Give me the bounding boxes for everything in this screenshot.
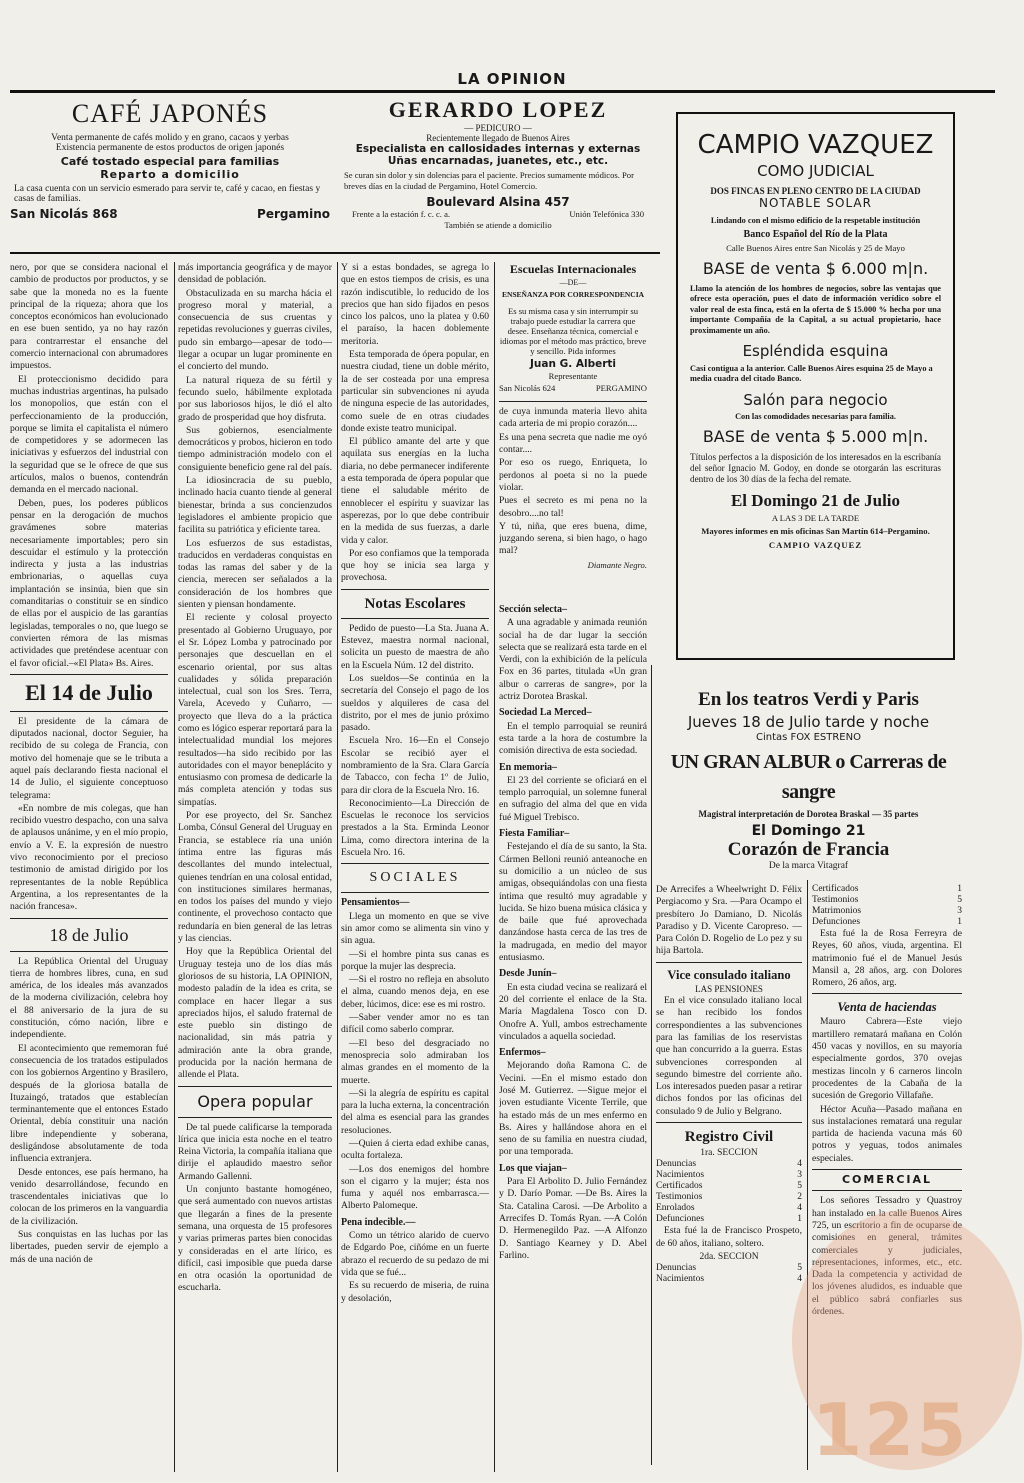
note-body-5: Mejorando doña Ramona C. de Vecini. —En el mismo estado don José M. Gutierrez. —Sigue mejor el joven estudiante Vicente Terrile, que ha estado más de un mes enfermo en Bs. Aires y hallándose ahora en el seno de su familia en nuestra ciudad, por una temporada. <box>499 1060 647 1158</box>
col3-poem-4: —El beso del desgraciado no menosprecia solo admiraban los almas grandes en el momento de la muerte. <box>341 1037 489 1086</box>
note-title-3: Fiesta Familiar– <box>499 828 570 840</box>
col5-vice-body: En el vice consulado italiano local se han recibido los fondos correspondientes a las subvenciones para las familias de los reservistas que han concurrido a la guerra. Estas subvenciones corresponden al segundo bimestre del corriente año. Los interesados pueden pasar a retirar dichos fondos por las oficinas del consulado 9 de Julio y Belgrano. <box>656 995 802 1117</box>
campio-base2: BASE de venta $ 5.000 m|n. <box>702 426 929 446</box>
column-1 <box>10 262 168 1472</box>
escuelas-addr: San Nicolás 624 <box>499 383 556 394</box>
escuelas-de: —DE— <box>559 278 587 287</box>
col2-p6: El reciente y colosal proyecto presentado al Gobierno Uruguayo, por el Sr. López Lomba y patrocinado por personajes que descuellan en el escenario oriental, por sus altas cualidades y sólida preparación intelectual, cual son los Sres. Terra, Varela, Acevedo y Cuñarro, — proyecto que lleva do a la práctica como es lógico esperar reportará para la intelectualidad mundial los mejores resultados—ha sido recibido por las autoridades con el mayor beneplácito y entusiasmo con promesa de dedicarle la más completa atención y todas sus simpatías. <box>178 612 332 808</box>
campio-vazquez-ad <box>676 112 955 660</box>
col3-poem-1: —Si el hombre pinta sus canas es porque la mujer las desprecia. <box>341 948 489 972</box>
gerardo-arrived: Recientemente llegado de Buenos Aires <box>426 133 570 143</box>
escuelas-sub: ENSEÑANZA POR CORRESPONDENCIA <box>501 290 645 300</box>
campio-l4: Banco Español del Río de la Plata <box>743 229 888 240</box>
col3-poem-2: —Si el rostro no refleja en absoluto el alma, cuando menos deja, en ese deber, lúcimos, dice: ese es mi rostro. <box>341 974 489 1010</box>
note-body-3: Festejando el día de su santo, la Sta. Cármen Belloni reunió anteanoche en su domicilio a un núcleo de sus amigas, obsequiándolas con una fiesta íntima que resultó muy agradable y lucida. Se hizo buena música clásica y de baile que fué aprovechada danzándose hasta cerca de las tres de la madrugada, en medio del mayor entusiasmo. <box>499 841 647 964</box>
campio-h1: Espléndida esquina <box>742 342 889 361</box>
verdi-l1: En los teatros Verdi y Paris <box>698 689 919 710</box>
col-sep-3 <box>494 262 495 1472</box>
cafe-line5: La casa cuenta con un servicio esmerado para servir te, café y cacao, en fiestas y casas de familias. <box>14 184 321 204</box>
note-body-4: En esta ciudad vecina se realizará el 20 del corriente el enlace de la Sta. María Magdalena Tosco con D. Onofre A. Yull, ambos estrechamente vinculados a aquella sociedad. <box>499 981 647 1042</box>
col3-p0: Y si a estas bondades, se agrega lo que en estos tiempos de crisis, es una razón indiscutible, lo reducido de los precios que han sido fijados en pesos cinco los palcos, uno la platea y 0.60 el paraíso, la hacen doblemente meritoria. <box>341 262 489 347</box>
col3-p2: El público amante del arte y que aquilata sus energías en la lucha diaria, no debe permanecer indiferente a esta temporada de ópera popular que tiene el saludable mérito de ennoblecer el espíritu y suavizar las asperezas, por lo que debe contribuir en la medida de sus fuerzas, a darle vida y calor. <box>341 436 489 546</box>
note-title-4: Desde Junín– <box>499 968 557 980</box>
col3-notas-p0: Pedido de puesto—La Sta. Juana A. Estevez, maestra normal nacional, solicita un puesto de maestra de año en la Escuela Núm. 12 del distrito. <box>341 622 489 671</box>
col3-poem-0: Llega un momento en que se vive sin amor como se alimenta sin vino y sin agua. <box>341 910 489 947</box>
cafe-title: CAFÉ JAPONÉS <box>71 99 269 128</box>
cafe-line4: Reparto a domicilio <box>100 168 240 181</box>
campio-l2: NOTABLE SOLAR <box>759 196 872 210</box>
archive-stamp-number: 125 <box>812 1388 969 1472</box>
verdi-l6: El Domingo 21 <box>751 823 866 839</box>
headline-sociales: SOCIALES <box>369 870 461 886</box>
column-5 <box>656 884 802 1474</box>
col4-poem-0: de cuya inmunda materia llevo ahita cada arteria de mi propio corazón.... <box>499 406 647 430</box>
escuelas-rep-label: Representante <box>548 370 598 381</box>
table-row: Nacimientos 4 <box>656 1274 802 1285</box>
col1-18-p2: Desde entonces, ese país hermano, ha venido desarrollándose, fecundo en trascendentales iniciativas que lo colocan de los primeros en la vanguardia de la civilización. <box>10 1166 168 1227</box>
headline-14-julio: El 14 de Julio <box>25 679 153 705</box>
col4-poem-4: Y tú, niña, que eres buena, dime, juzgando serena, si bien hago, o hago mal? <box>499 520 647 557</box>
campio-l6: Llamo la atención de los hombres de negocios, sobre las ventajas que ofrece esta operación, pues el dato de información verídico sobre el valor real de esta finca, está en la oferta de $ 15.000 % hecha por una importante Compañía de la Capital, a su actual propietario, hace proximamente un año. <box>690 284 941 335</box>
col2-p5: Los esfuerzos de sus estadistas, traducidos en verdaderas conquistas en todas las ramas del saber y de la ciencia, merecen ser señalados a la consideración de los hombres que sienten y piensan hondamente. <box>178 537 332 611</box>
col6-venta: Mauro Cabrera—Este viejo martillero rematará mañana en Colón 450 vacas y novillos, en su mayoría especialmente gordos, 370 ovejas mestizas lincoln y 6 carneros lincoln procedentes de la Cabaña de la sucesión de Gregorio Villafañe. <box>812 1016 962 1102</box>
table-row: Nacimientos 3 <box>656 1170 802 1181</box>
reg-sec1-title: 1ra. SECCION <box>700 1148 758 1159</box>
col6-reg-note: Esta fué la de Rosa Ferreyra de Reyes, 60 años, viuda, argentina. El matrimonio fué el de Manuel Jesús Mansil a, 28 años, arg. con Dolores Romero, 26 años, arg. <box>812 928 962 989</box>
col-sep-4 <box>651 665 652 1465</box>
col2-p8: Hoy que la República Oriental del Uruguay testeja uno de los días más gloriosos de su historia, LA OPINION, modesto paladín de la idea es crita, se complace en hacer llegar a sus apreciados hijos, el saludo fraternal de este pueblo sin distingo de nacionalidad, sin más patria y admiración ante la obra grande, producida por la nación hermana de allende el Plata. <box>178 946 332 1081</box>
campio-time: A LAS 3 DE LA TARDE <box>771 512 860 523</box>
col3-poem-6: —Quien á cierta edad exhibe canas, oculta fortaleza. <box>341 1138 489 1162</box>
gerardo-title: GERARDO LOPEZ <box>388 97 608 122</box>
cafe-city: Pergamino <box>257 207 330 221</box>
verdi-l4: UN GRAN ALBUR o Carreras de sangre <box>670 751 947 803</box>
verdi-l7: Corazón de Francia <box>727 839 890 860</box>
col2-opera-p1: Un conjunto bastante homogéneo, que será aumentado con nuevos artistas que llegarán a fines de la presente semana, una orquesta de 15 profesores y varias primeras partes bien conocidas y consideradas en el arte lírico, es difícil, casi imposible que pueda darse en otra ocasión la oportunidad de escucharla. <box>178 1184 332 1294</box>
escuelas-rep: Juan G. Alberti <box>529 357 617 370</box>
table-row: Defunciones 1 <box>812 917 962 927</box>
verdi-l5: Magistral interpretación de Dorotea Braskal — 35 partes <box>698 809 919 819</box>
col2-p0: más importancia geográfica y de mayor densidad de población. <box>178 262 332 286</box>
headline-registro-civil: Registro Civil <box>684 1129 774 1146</box>
reg-sec2-title: 2da. SECCION <box>699 1251 759 1262</box>
table-row: Denuncias 4 <box>656 1159 802 1170</box>
cafe-address: San Nicolás 868 <box>10 207 118 221</box>
verdi-l2: Jueves 18 de Julio tarde y noche <box>687 713 930 731</box>
verdi-l3: Cintas FOX ESTRENO <box>756 732 861 743</box>
col2-p1: Obstaculizada en su marcha hácia el progreso moral y material, a consecuencia de sus cruentas y repetidas revoluciones y guerras civiles, pudo sin embargo—apesar de todo— llegar a ocupar un lugar prominente en el concierto del mundo. <box>178 287 332 373</box>
col-sep-1 <box>174 262 175 1472</box>
col1-p0: nero, por que se considera nacional el cambio de productos por productos, y se sabe que la moneda no es la fuente principal de la riqueza; ahora que los conceptos económicos han evolucionado en ese buen sentido, ya no hay razón para contrarrestar el ensanche del comercio internacional con abrumadores impuestos. <box>10 262 168 372</box>
campio-h2: Salón para negocio <box>743 390 888 409</box>
campio-l8: Con las comodidades necesarias para familia. <box>735 411 896 421</box>
registro-table-1 <box>656 1159 802 1225</box>
column-4-notes <box>499 600 647 1472</box>
gerardo-address: Boulevard Alsina 457 <box>426 195 570 209</box>
gerardo-body: Se curan sin dolor y sin dolencias para el paciente. Precios sumamente módicos. Por breves días en la ciudad de Pergamino, Hotel Comercio. <box>344 170 634 191</box>
note-body-6: Para El Arbolito D. Julio Fernández y D. Darío Pomar. —De Bs. Aires la Sta. Catalina Carosi. —De Arbolito a Arrecifes D. Tomás Ryan. —A Colón D. Hermenegildo Paz. —A Alfonzo D. Santiago Kearney y D. Abel Farlino. <box>499 1176 647 1261</box>
col1-14-p1: «En nombre de mis colegas, que han recibido vuestro despacho, con una salva de aplausos unánime, y en el mío propio, envío a V. E. la expresión de nuestro vivo reconocimiento por el precioso testimonio de amistad dirigido por los representantes de la noble República Argentina, a los representantes de la nación francesa». <box>10 802 168 913</box>
col3-notas-p1: Los sueldos—Se continúa en la secretaría del Consejo el pago de los sueldos y alquileres de casa del distrito, por el mes de junio próximo pasado. <box>341 672 489 734</box>
cafe-line2: Existencia permanente de estos productos de origen japonés <box>55 143 285 153</box>
table-row: Testimonios 5 <box>812 895 962 905</box>
col1-p1: El proteccionismo decidido para muchas industrias argentinas, ha pulsado los monopolios, que están con el perfeccionamiento de la producción, porque se limita el capitalista el número de competidores y se adormecen las iniciativas y esfuerzos del industrial con la seguridad que se le ofrece de que sus artículos, malos o buenos, contendrán demanda en el mercado nacional. <box>10 373 168 496</box>
col1-18-p1: El acontecimiento que rememoran fué consecuencia de los tratados estipulados con los gobiernos Argentino y Brasilero, después de la gloriosa batalla de Ituzaingó, tratados que establecían terminantemente que el entonces Estado Oriental, debía constituir una nación libre independiente y soberana, desligándose absolutamente de toda influencia extranjera. <box>10 1042 168 1165</box>
campio-l5: Calle Buenos Aires entre San Nicolás y 25 de Mayo <box>726 243 905 253</box>
table-row: Testimonios 2 <box>656 1192 802 1203</box>
col5-travel: De Arrecifes a Wheelwright D. Félix Pergiacomo y Sra. —Para Ocampo el presbítero Jo Damiano, D. Nicolás Paradiso y D. Vicente Caropreso. —Para Colón D. Rogelio de Lo pez y su hija Bartola. <box>656 884 802 957</box>
col4-poem-1: Es una pena secreta que nadie me oyó contar.... <box>499 431 647 456</box>
escuelas-city: PERGAMINO <box>595 383 647 394</box>
pena-indecible-title: Pena indecible.— <box>341 1216 416 1228</box>
cafe-line3: Café tostado especial para familias <box>60 155 280 168</box>
col5-reg1-note: Esta fué la de Francisco Prospeto, de 60 años, italiano, soltero. <box>656 1225 802 1249</box>
col1-18-p3: Sus conquistas en las luchas por las libertades, pueden servir de ejemplo a más de una nación de <box>10 1229 168 1265</box>
gerardo-front: Frente a la estación f. c. c. a. <box>352 209 451 219</box>
note-body-1: En el templo parroquial se reunirá esta tarde a la hora de costumbre la comisión directiva de esta sociedad. <box>499 720 647 757</box>
col2-p3: Sus gobiernos, esencialmente democráticos y probos, hicieron en todo tiempo administración modelo con el consiguiente beneficio gene ral del país. <box>178 424 332 473</box>
campio-date: El Domingo 21 de Julio <box>730 490 901 510</box>
registro-table-2 <box>656 1263 802 1285</box>
table-row: Enrolados 4 <box>656 1203 802 1214</box>
gerardo-home: También se atiende a domicilio <box>444 220 552 230</box>
campio-l7: Casi contigua a la anterior. Calle Buenos Aires esquina 25 de Mayo a media cuadra del citado Banco. <box>690 364 933 384</box>
cafe-line1: Venta permanente de cafés molido y en grano, cacaos y yerbas <box>51 133 289 143</box>
pensiones-title: LAS PENSIONES <box>695 983 763 994</box>
gerardo-spec: Especialista en callosidades internas y externas <box>355 143 641 155</box>
headline-vice-consulado: Vice consulado italiano <box>667 967 791 982</box>
headline-venta-haciendas: Venta de haciendas <box>837 1000 937 1015</box>
note-body-2: El 23 del corriente se oficiará en el templo parroquial, un solemne funeral en sufragio del alma del que en vida fué Miguel Trebisco. <box>499 774 647 823</box>
headline-notas-escolares: Notas Escolares <box>364 595 466 612</box>
pensamientos-title: Pensamientos— <box>341 897 410 909</box>
headline-18-julio: 18 de Julio <box>49 924 129 945</box>
col3-notas-p3: Reconocimiento—La Dirección de Escuelas le reconoce los servicios prestados a la Sta. Erminda Leonor Lima, como directora interina de la Escuela Nro. 16. <box>341 797 489 859</box>
note-title-6: Los que viajan– <box>499 1162 567 1174</box>
table-row: Certificados 5 <box>656 1181 802 1192</box>
note-title-0: Sección selecta– <box>499 604 568 615</box>
col2-p4: La idiosincracia de su pueblo, inclinado hacia cuanto tiende al general bienestar, brinda a sus concienzudos legisladores el ambiente propicio que facilita su patriótica y eficiente tarea. <box>178 475 332 536</box>
note-body-0: A una agradable y animada reunión social ha de dar lugar la sección selecta que se realizará esta tarde en el Verdi, con la exhibición de la película Fox en 36 partes, titulada «Un gran albur o carreras de sangre», por la actriz Dorotea Braskal. <box>499 617 647 703</box>
headline-opera-popular: Opera popular <box>197 1091 313 1111</box>
col3-poem-7: —Los dos enemigos del hombre son el cigarro y la mujer; ésta nos fuma y aquél nos embarrasca.—Alberto Palomeque. <box>341 1163 489 1212</box>
gerardo-phone: Unión Telefónica 330 <box>569 209 644 219</box>
col3-notas-p2: Escuela Nro. 16—En el Consejo Escolar se recibió ayer el nombramiento de la Sra. Clara García de Tabacco, con fecha 1º de Julio, para dir clora de la Escuela Nro. 16. <box>341 735 489 796</box>
campio-l9: Títulos perfectos a la disposición de los interesados en la escribanía del señor Ignacio M. Godoy, en donde se otorgarán las escrituras dentro de los 30 días de la fecha del remate. <box>690 451 941 484</box>
note-title-1: Sociedad La Merced– <box>499 707 592 719</box>
campio-l1: DOS FINCAS EN PLENO CENTRO DE LA CIUDAD <box>710 186 921 196</box>
col1-18-p0: La República Oriental del Uruguay tierra de hombres libres, cuna, en sud américa, de los ideales más avanzados de la moderna civilización, celebra hoy el 88 aniversario de la jura de su constitución, cómo nación, libre e independiente. <box>10 955 168 1041</box>
col1-p2: Deben, pues, los poderes públicos pensar en la derogación de muchos gravámenes sobre materias necesariamente importables; pero sin descuidar el estímulo y la protección indirecta y justa a las industrias embrionarias, o aquellas cuya implantación se insinúa, bien que sin comanditarias o constituir se en síndico de ellas por el auspicio de las garantías legisladas, temporales o no, que luego se convierten rémora de las mismas actividades que preténdese acentuar con el favor oficial.–«El Plata» Bs. Aires. <box>10 497 168 669</box>
col4-poem-3: Pues el secreto es mi pena no la desobro....no tal! <box>499 495 647 519</box>
col2-p2: La natural riqueza de su fértil y fecundo suelo, hábilmente explotada por sus laboriosos hijos, le dió el alto grado de prosperidad que hoy disfruta. <box>178 374 332 423</box>
registro-table-3 <box>812 884 962 928</box>
col3-poem-10: Es su recuerdo de miseria, de ruina y desolación, <box>341 1280 489 1304</box>
table-row: Defunciones 1 <box>656 1214 802 1225</box>
col4-poem-2: Por eso os ruego, Enriqueta, lo perdonos al poeta si no la puede violar. <box>499 457 647 493</box>
headline-comercial: COMERCIAL <box>841 1173 933 1187</box>
gerardo-spec2: Uñas encarnadas, juanetes, etc., etc. <box>387 155 609 167</box>
col2-p7: Por ese proyecto, del Sr. Sanchez Lomba, Cónsul General del Uruguay en Francia, se establece ría una unión íntima entre las figuras más descollantes del mundo intelectual, quienes tendrían en una colosal entidad, con instituciones similares hermanas, en todos los países del mundo y viejo continente, el provechoso contacto que redundaría en bien general de las letras y las ciencias. <box>178 810 332 945</box>
table-row: Certificados 1 <box>812 884 962 894</box>
campio-info: Mayores informes en mis oficinas San Martín 614–Pergamino. <box>701 525 930 536</box>
col6-venta2: Héctor Acuña—Pasado mañana en sus instalaciones rematará una regular partida de hacienda vacuna más 60 potros y yeguas, todos animales especiales. <box>812 1103 962 1164</box>
campio-sub: COMO JUDICIAL <box>757 162 874 180</box>
column-2 <box>178 262 332 1472</box>
table-row: Matrimonios 3 <box>812 906 962 916</box>
col3-p1: Esta temporada de ópera popular, en nuestra ciudad, tiene un doble mérito, la de ser costeada por una empresa particular sin subvenciones ni ayuda de ninguna especie de las autoridades, como suele de en otras ciudades donde existe teatro municipal. <box>341 349 489 434</box>
col3-p3: Por eso confiamos que la temporada que hoy se inicia sea larga y provechosa. <box>341 547 489 584</box>
campio-title: CAMPIO VAZQUEZ <box>697 130 934 160</box>
escuelas-body: Es su misma casa y sin interrumpir su trabajo puede estudiar la carrera que desee. Enseñanza técnica, comercial e idiomas por el método mas práctico, breve y sencillo. Pida informes <box>499 305 647 356</box>
col1-14-p0: El presidente de la cámara de diputados nacional, doctor Seguier, ha recibido de su colega de Francia, con motivo del homenaje que se le tributa a aquel país declarando fiesta nacional el 14 de Julio, el siguiente conceptuoso telegrama: <box>10 715 168 801</box>
masthead-rule <box>10 90 995 93</box>
campio-l3: Lindando con el mismo edificio de la respetable institución <box>710 216 921 225</box>
note-title-2: En memoria– <box>499 761 558 773</box>
col6-com: Los señores Tessadro y Quastroy han instalado en la calle Buenos Aires 725, un escritorio a fin de ocuparse de comisiones en general, trámites comerciales y judiciales, representaciones, informes, etc., etc. Dada la competencia y actividad de los jóvenes aludidos, es induable que el público sabrá confiarles sus órdenes. <box>812 1195 962 1318</box>
col4-poem-sign: Diamante Negro. <box>587 559 647 570</box>
campio-sign: CAMPIO VAZQUEZ <box>768 539 863 550</box>
cafe-japones-ad <box>10 97 330 249</box>
gerardo-sub: — PEDICURO — <box>464 123 532 133</box>
verdi-l8: De la marca Vitagraf <box>768 861 849 871</box>
note-title-5: Enfermos– <box>499 1047 546 1059</box>
table-row: Denuncias 5 <box>656 1263 802 1274</box>
escuelas-title: Escuelas Internacionales <box>509 262 637 276</box>
column-3 <box>341 262 489 1472</box>
masthead: LA OPINION <box>457 70 567 88</box>
campio-base1: BASE de venta $ 6.000 m|n. <box>702 259 929 278</box>
col3-poem-9: Como un tétrico alarido de cuervo de Edgardo Poe, ciñóme en un fuerte abrazo el recuerdo de su pedazo de mi vida que se fué... <box>341 1230 489 1278</box>
teatros-verdi-paris-ad <box>656 688 961 876</box>
ads-bottom-rule <box>10 252 660 254</box>
col3-poem-5: —Si la alegría de espíritu es capital para la lucha externa, la concentración del alma es esencial para las grandes resoluciones. <box>341 1087 489 1136</box>
gerardo-lopez-ad <box>338 97 658 249</box>
col-sep-2 <box>337 262 338 1472</box>
col3-poem-3: —Saber vender amor no es tan difícil como saberlo comprar. <box>341 1012 489 1036</box>
col2-opera-p0: De tal puede calificarse la temporada lírica que inicia esta noche en el teatro Reina Victoria, la compañía italiana que dirije el aplaudido maestro señor Armando Gallenni. <box>178 1121 332 1182</box>
